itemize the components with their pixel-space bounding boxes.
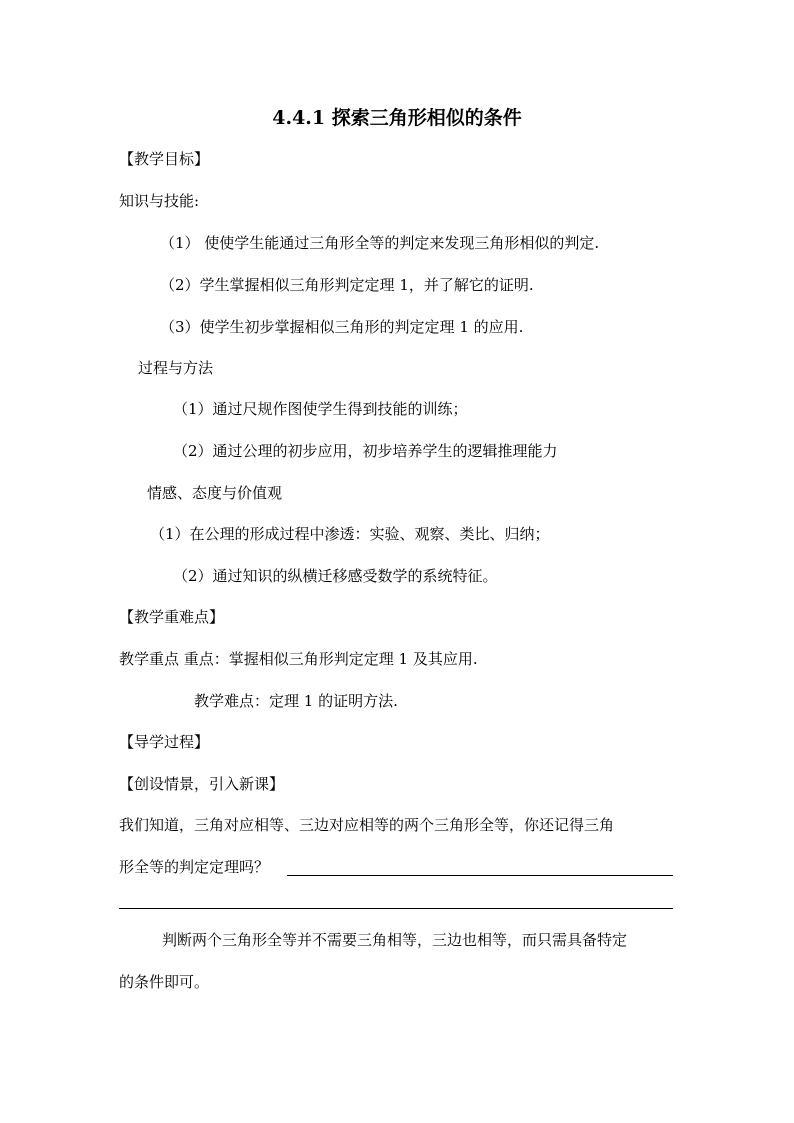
process-heading: 过程与方法: [138, 359, 214, 377]
intro-paragraph-line-1: 我们知道，三角对应相等、三边对应相等的两个三角形全等，你还记得三角: [119, 816, 615, 834]
process-item-1: （1）通过尺规作图使学生得到技能的训练；: [173, 400, 468, 418]
knowledge-item-1: （1） 使使学生能通过三角形全等的判定来发现三角形相似的判定.: [160, 234, 600, 252]
intro-paragraph-line-2: 形全等的判定定理吗？: [119, 858, 270, 876]
conclusion-line-2: 的条件即可。: [119, 973, 210, 991]
emotion-heading: 情感、态度与价值观: [147, 484, 283, 502]
emotion-item-2: （2）通过知识的纵横迁移感受数学的系统特征。: [173, 567, 498, 585]
section-heading-process: 【导学过程】: [119, 733, 210, 751]
conclusion-line-1: 判断两个三角形全等并不需要三角相等，三边也相等，而只需具备特定: [162, 931, 628, 949]
document-title: 4.4.1 探索三角形相似的条件: [272, 107, 522, 129]
emotion-item-1: （1）在公理的形成过程中渗透：实验、观察、类比、归纳；: [150, 525, 550, 543]
section-heading-goals: 【教学目标】: [119, 150, 210, 168]
key-point-text: 教学重点 重点：掌握相似三角形判定定理 1 及其应用.: [119, 650, 478, 668]
knowledge-heading: 知识与技能:: [119, 192, 200, 210]
knowledge-item-3: （3）使学生初步掌握相似三角形的判定定理 1 的应用.: [160, 318, 524, 336]
difficult-point-text: 教学难点：定理 1 的证明方法.: [194, 692, 398, 710]
answer-blank-line-2: [119, 908, 673, 909]
knowledge-item-2: （2）学生掌握相似三角形判定定理 1，并了解它的证明.: [160, 276, 534, 294]
answer-blank-line-1: [287, 875, 673, 876]
section-heading-intro: 【创设情景，引入新课】: [119, 775, 285, 793]
process-item-2: （2）通过公理的初步应用，初步培养学生的逻辑推理能力: [173, 442, 558, 460]
section-heading-key-points: 【教学重难点】: [119, 608, 225, 626]
